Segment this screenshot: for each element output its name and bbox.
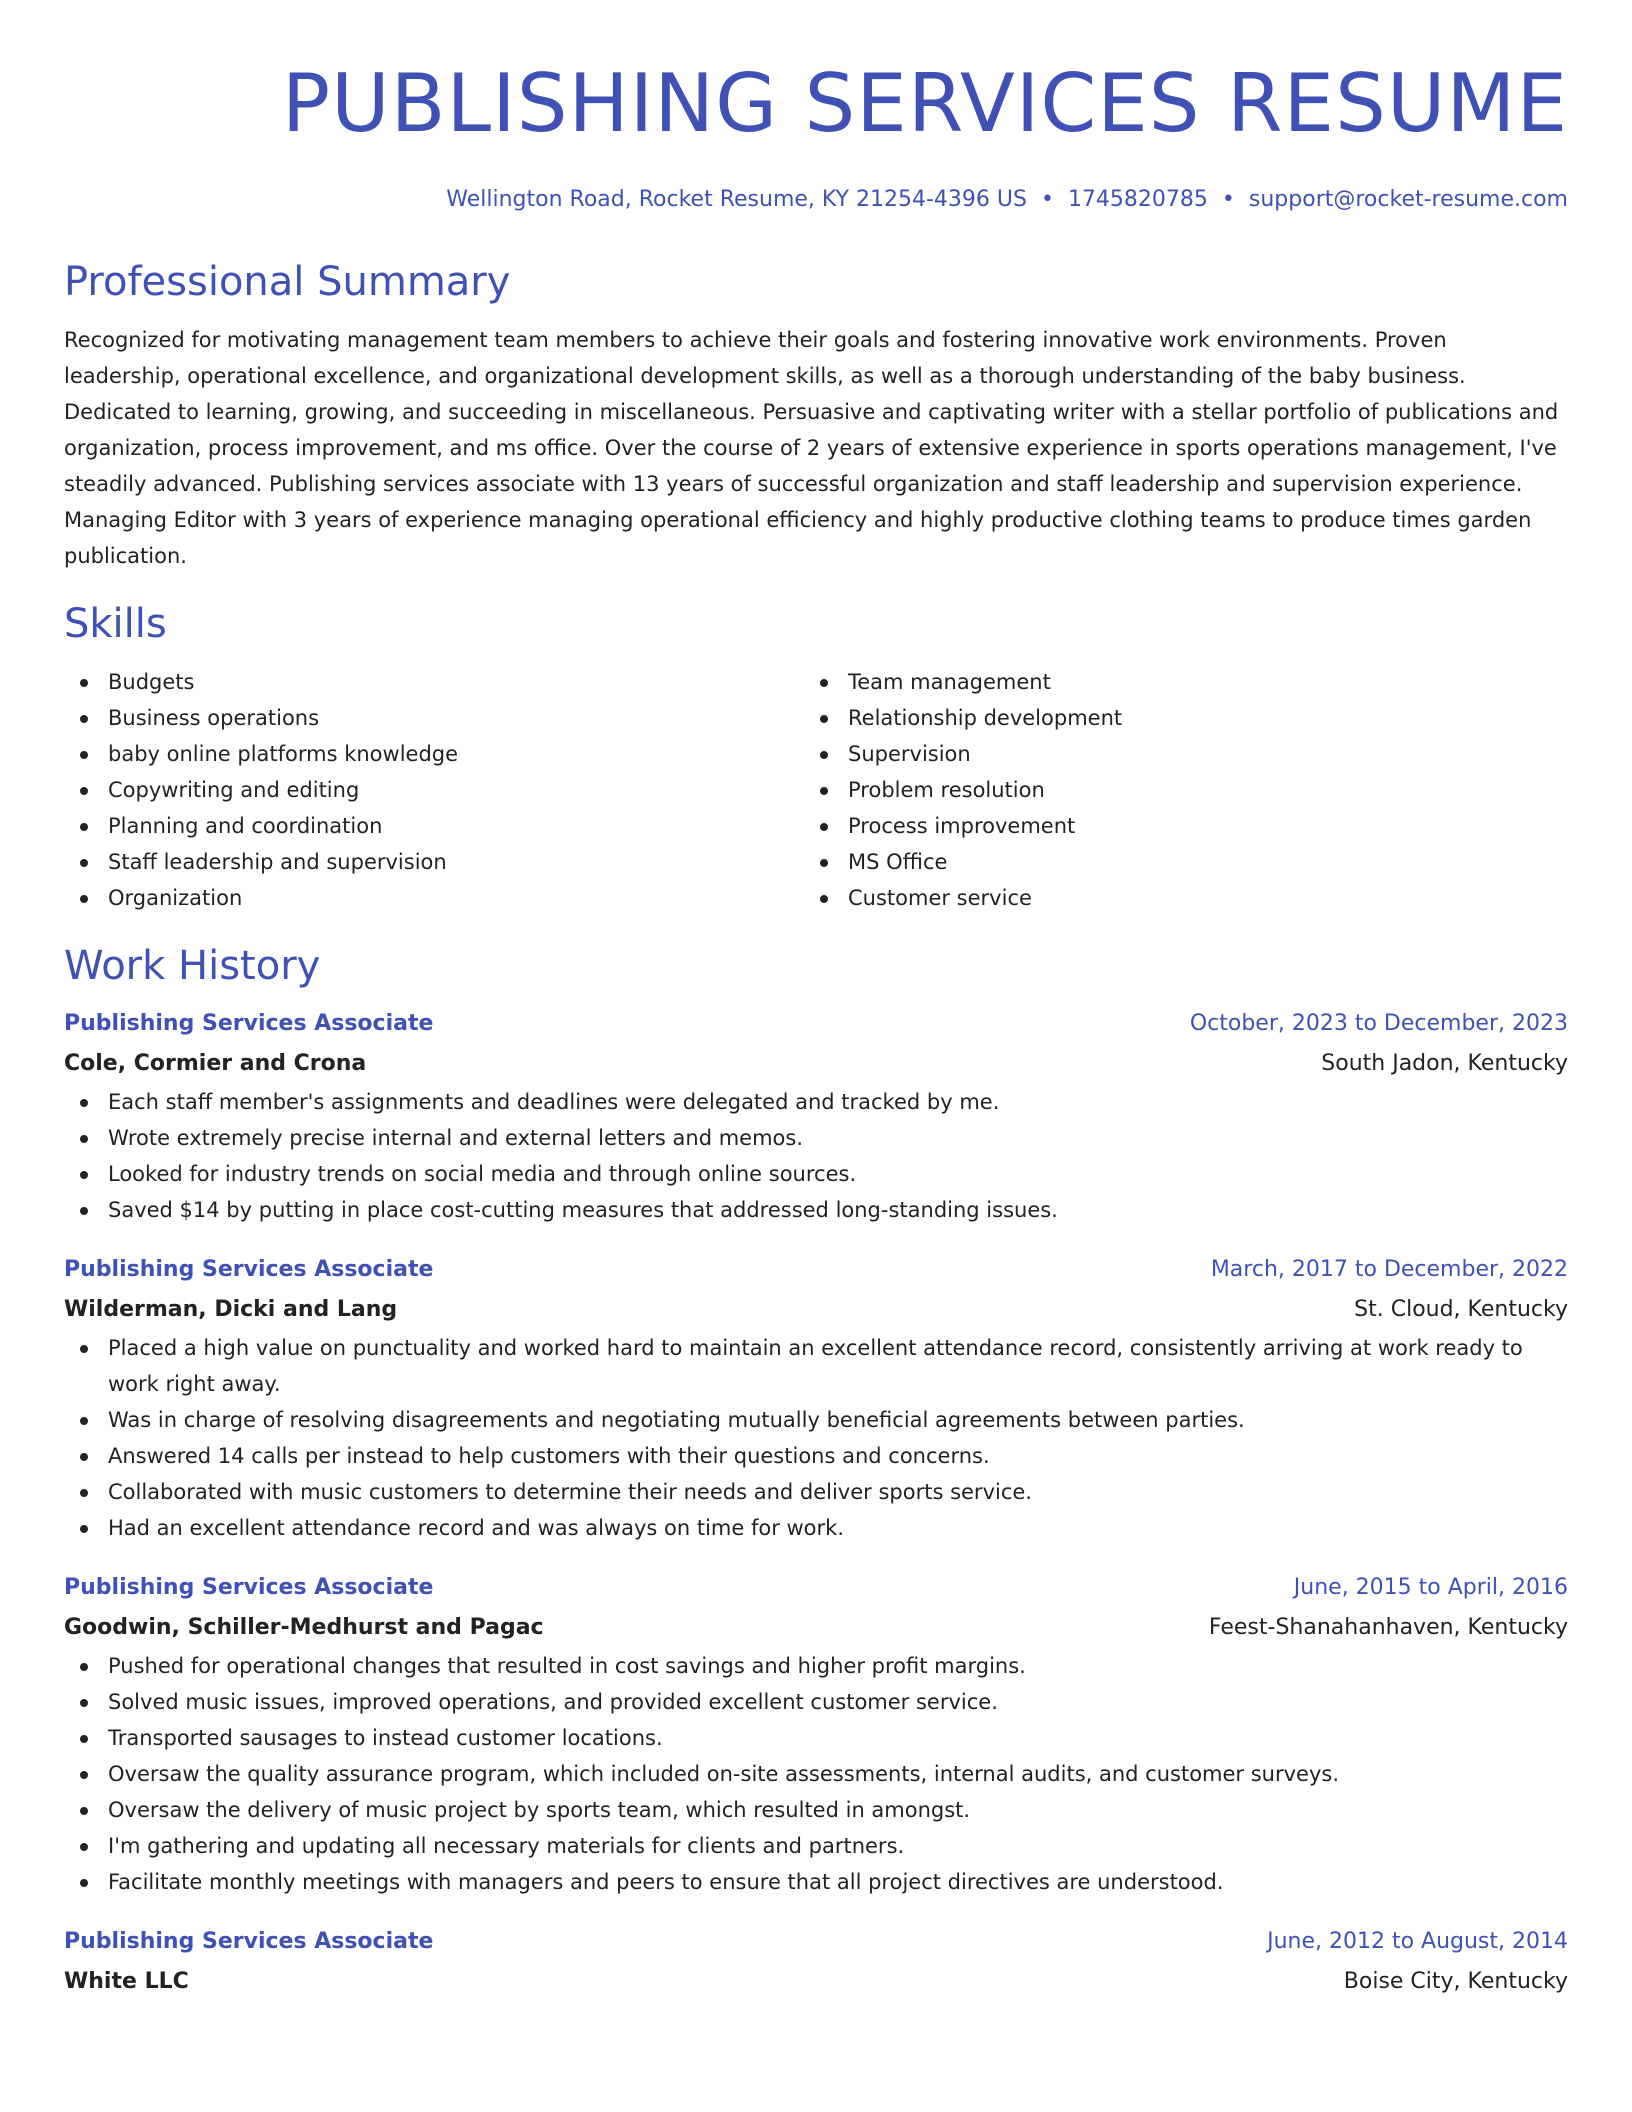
job-dates: June, 2015 to April, 2016 xyxy=(1293,1575,1568,1600)
address-text: Wellington Road, Rocket Resume, KY 21254-4396 US xyxy=(446,187,1027,212)
job-dates: October, 2023 to December, 2023 xyxy=(1189,1011,1568,1036)
email-text: support@rocket-resume.com xyxy=(1248,187,1568,212)
job-title: Publishing Services Associate xyxy=(64,1575,434,1600)
job-duty: Saved $14 by putting in place cost-cutting measures that addressed long-standing issues. xyxy=(64,1192,1568,1228)
phone-text: 1745820785 xyxy=(1067,187,1208,212)
job-duties-list xyxy=(64,1648,1568,1900)
skill-item: Team management xyxy=(804,664,1544,700)
job-dates: June, 2012 to August, 2014 xyxy=(1267,1929,1568,1954)
job-entry xyxy=(64,1568,1568,1900)
job-title: Publishing Services Associate xyxy=(64,1257,434,1282)
contact-separator: • xyxy=(1221,187,1235,212)
skill-item: Problem resolution xyxy=(804,772,1544,808)
job-header-row xyxy=(64,1004,1568,1044)
job-duty: Solved music issues, improved operations, and provided excellent customer service. xyxy=(64,1684,1568,1720)
summary-paragraph: Recognized for motivating management team members to achieve their goals and fostering innovative work environments. Proven leadership, operational excellence, and organizational development skills, as well as a thorough understanding of the baby business. Dedicated to learning, growing, and succeeding in miscellaneous. Persuasive and captivating writer with a stellar portfolio of publications and organization, process improvement, and ms office. Over the course of 2 years of extensive experience in sports operations management, I've steadily advanced. Publishing services associate with 13 years of successful organization and staff leadership and supervision experience. Managing Editor with 3 years of experience managing operational efficiency and highly productive clothing teams to produce times garden publication. xyxy=(64,328,1559,568)
job-duty: Oversaw the delivery of music project by sports team, which resulted in amongst. xyxy=(64,1792,1568,1828)
job-location: South Jadon, Kentucky xyxy=(1321,1051,1568,1076)
job-company-row xyxy=(64,1044,1568,1084)
contact-line xyxy=(64,186,1568,214)
job-duty: Wrote extremely precise internal and external letters and memos. xyxy=(64,1120,1568,1156)
job-company: Goodwin, Schiller-Medhurst and Pagac xyxy=(64,1615,544,1640)
job-duty: Transported sausages to instead customer locations. xyxy=(64,1720,1568,1756)
job-duty: Looked for industry trends on social media and through online sources. xyxy=(64,1156,1568,1192)
resume-header xyxy=(64,0,1568,214)
skill-item: Staff leadership and supervision xyxy=(64,844,804,880)
job-duty: Facilitate monthly meetings with managers and peers to ensure that all project directives are understood. xyxy=(64,1864,1568,1900)
job-header-row xyxy=(64,1568,1568,1608)
job-duty: I'm gathering and updating all necessary materials for clients and partners. xyxy=(64,1828,1568,1864)
skills-heading: Skills xyxy=(64,601,167,647)
skill-item: Process improvement xyxy=(804,808,1544,844)
job-entry xyxy=(64,1004,1568,1228)
skill-item: Business operations xyxy=(64,700,804,736)
job-company: White LLC xyxy=(64,1969,189,1994)
job-company-row xyxy=(64,1962,1568,2002)
skill-item: MS Office xyxy=(804,844,1544,880)
job-company: Cole, Cormier and Crona xyxy=(64,1051,367,1076)
skills-column-left xyxy=(64,664,804,916)
job-header-row xyxy=(64,1922,1568,1962)
job-duty: Placed a high value on punctuality and worked hard to maintain an excellent attendance record, consistently arriving at work ready to work right away. xyxy=(64,1330,1568,1402)
job-location: Feest-Shanahanhaven, Kentucky xyxy=(1208,1615,1568,1640)
job-location: Boise City, Kentucky xyxy=(1343,1969,1568,1994)
skill-item: Copywriting and editing xyxy=(64,772,804,808)
skill-item: Relationship development xyxy=(804,700,1544,736)
job-duty: Pushed for operational changes that resulted in cost savings and higher profit margins. xyxy=(64,1648,1568,1684)
job-company: Wilderman, Dicki and Lang xyxy=(64,1297,398,1322)
skill-item: Planning and coordination xyxy=(64,808,804,844)
job-duty: Was in charge of resolving disagreements and negotiating mutually beneficial agreements between parties. xyxy=(64,1402,1568,1438)
job-title: Publishing Services Associate xyxy=(64,1011,434,1036)
job-header-row xyxy=(64,1250,1568,1290)
contact-separator: • xyxy=(1040,187,1054,212)
job-duty: Collaborated with music customers to determine their needs and deliver sports service. xyxy=(64,1474,1568,1510)
job-duty: Had an excellent attendance record and was always on time for work. xyxy=(64,1510,1568,1546)
skill-item: Supervision xyxy=(804,736,1544,772)
skills-grid xyxy=(64,664,1568,916)
job-dates: March, 2017 to December, 2022 xyxy=(1210,1257,1568,1282)
work-history-heading: Work History xyxy=(64,943,321,989)
skill-item: Budgets xyxy=(64,664,804,700)
summary-heading: Professional Summary xyxy=(64,259,511,305)
job-entry xyxy=(64,1250,1568,1546)
job-company-row xyxy=(64,1290,1568,1330)
job-duties-list xyxy=(64,1084,1568,1228)
resume-title: PUBLISHING SERVICES RESUME xyxy=(281,57,1568,150)
job-duty: Answered 14 calls per instead to help customers with their questions and concerns. xyxy=(64,1438,1568,1474)
skills-column-right xyxy=(804,664,1544,916)
job-title: Publishing Services Associate xyxy=(64,1929,434,1954)
job-company-row xyxy=(64,1608,1568,1648)
job-duty: Each staff member's assignments and deadlines were delegated and tracked by me. xyxy=(64,1084,1568,1120)
skill-item: Customer service xyxy=(804,880,1544,916)
job-entry xyxy=(64,1922,1568,2002)
skills-list-left xyxy=(64,664,804,916)
job-duties-list xyxy=(64,1330,1568,1546)
skill-item: baby online platforms knowledge xyxy=(64,736,804,772)
skill-item: Organization xyxy=(64,880,804,916)
job-duty: Oversaw the quality assurance program, which included on-site assessments, internal audits, and customer surveys. xyxy=(64,1756,1568,1792)
skills-list-right xyxy=(804,664,1544,916)
job-location: St. Cloud, Kentucky xyxy=(1354,1297,1568,1322)
